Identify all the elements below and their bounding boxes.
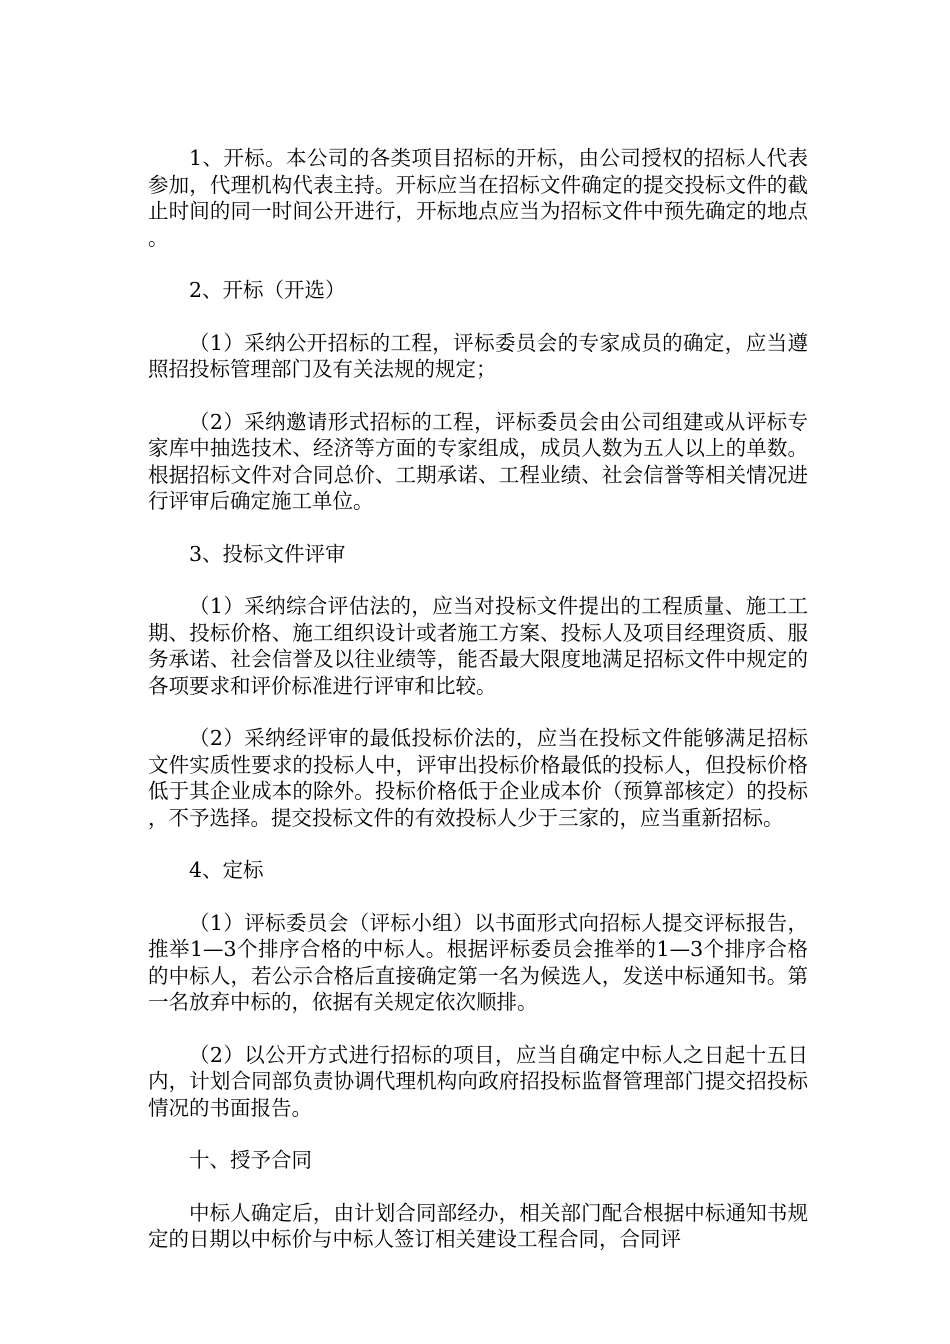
paragraph-written-report: （2）以公开方式进行招标的项目，应当自确定中标人之日起十五日内，计划合同部负责协调代理机构向政府招投标监督管理部门提交招投标情况的书面报告。 xyxy=(148,1042,808,1120)
paragraph-evaluation-report: （1）评标委员会（评标小组）以书面形式向招标人提交评标报告，推举1—3个排序合格的中标人。根据评标委员会推举的1—3个排序合格的中标人，若公示合格后直接确定第一名为候选人，发送中标通知书。第一名放弃中标的，依据有关规定依次顺排。 xyxy=(148,910,808,1014)
section-heading-contract: 十、授予合同 xyxy=(189,1148,312,1172)
paragraph-lowest-price-method: （2）采纳经评审的最低投标价法的，应当在投标文件能够满足招标文件实质性要求的投标人中，评审出投标价格最低的投标人，但投标价格低于其企业成本的除外。投标价格低于企业成本价（预算部核定）的投标，不予选择。提交投标文件的有效投标人少于三家的，应当重新招标。 xyxy=(148,726,808,830)
paragraph-contract-signing: 中标人确定后，由计划合同部经办，相关部门配合根据中标通知书规定的日期以中标价与中标人签订相关建设工程合同，合同评 xyxy=(148,1200,808,1251)
paragraph-comprehensive-evaluation: （1）采纳综合评估法的，应当对投标文件提出的工程质量、施工工期、投标价格、施工组织设计或者施工方案、投标人及项目经理资质、服务承诺、社会信誉及以往业绩等，能否最大限度地满足招标文件中规定的各项要求和评价标准进行评审和比较。 xyxy=(148,594,808,698)
paragraph-bid-opening: 1、开标。本公司的各类项目招标的开标，由公司授权的招标人代表参加，代理机构代表主持。开标应当在招标文件确定的提交投标文件的截止时间的同一时间公开进行，开标地点应当为招标文件中预先确定的地点。 xyxy=(148,146,808,250)
paragraph-public-tender: （1）采纳公开招标的工程，评标委员会的专家成员的确定，应当遵照招投标管理部门及有关法规的规定； xyxy=(148,330,808,381)
section-heading-award: 4、定标 xyxy=(189,858,264,882)
document-body xyxy=(148,145,808,1279)
paragraph-invited-tender: （2）采纳邀请形式招标的工程，评标委员会由公司组建或从评标专家库中抽选技术、经济等方面的专家组成，成员人数为五人以上的单数。根据招标文件对合同总价、工期承诺、工程业绩、社会信誉等相关情况进行评审后确定施工单位。 xyxy=(148,409,808,513)
section-heading-bid-review: 3、投标文件评审 xyxy=(189,541,346,566)
section-heading-opening: 2、开标（开选） xyxy=(189,278,346,302)
